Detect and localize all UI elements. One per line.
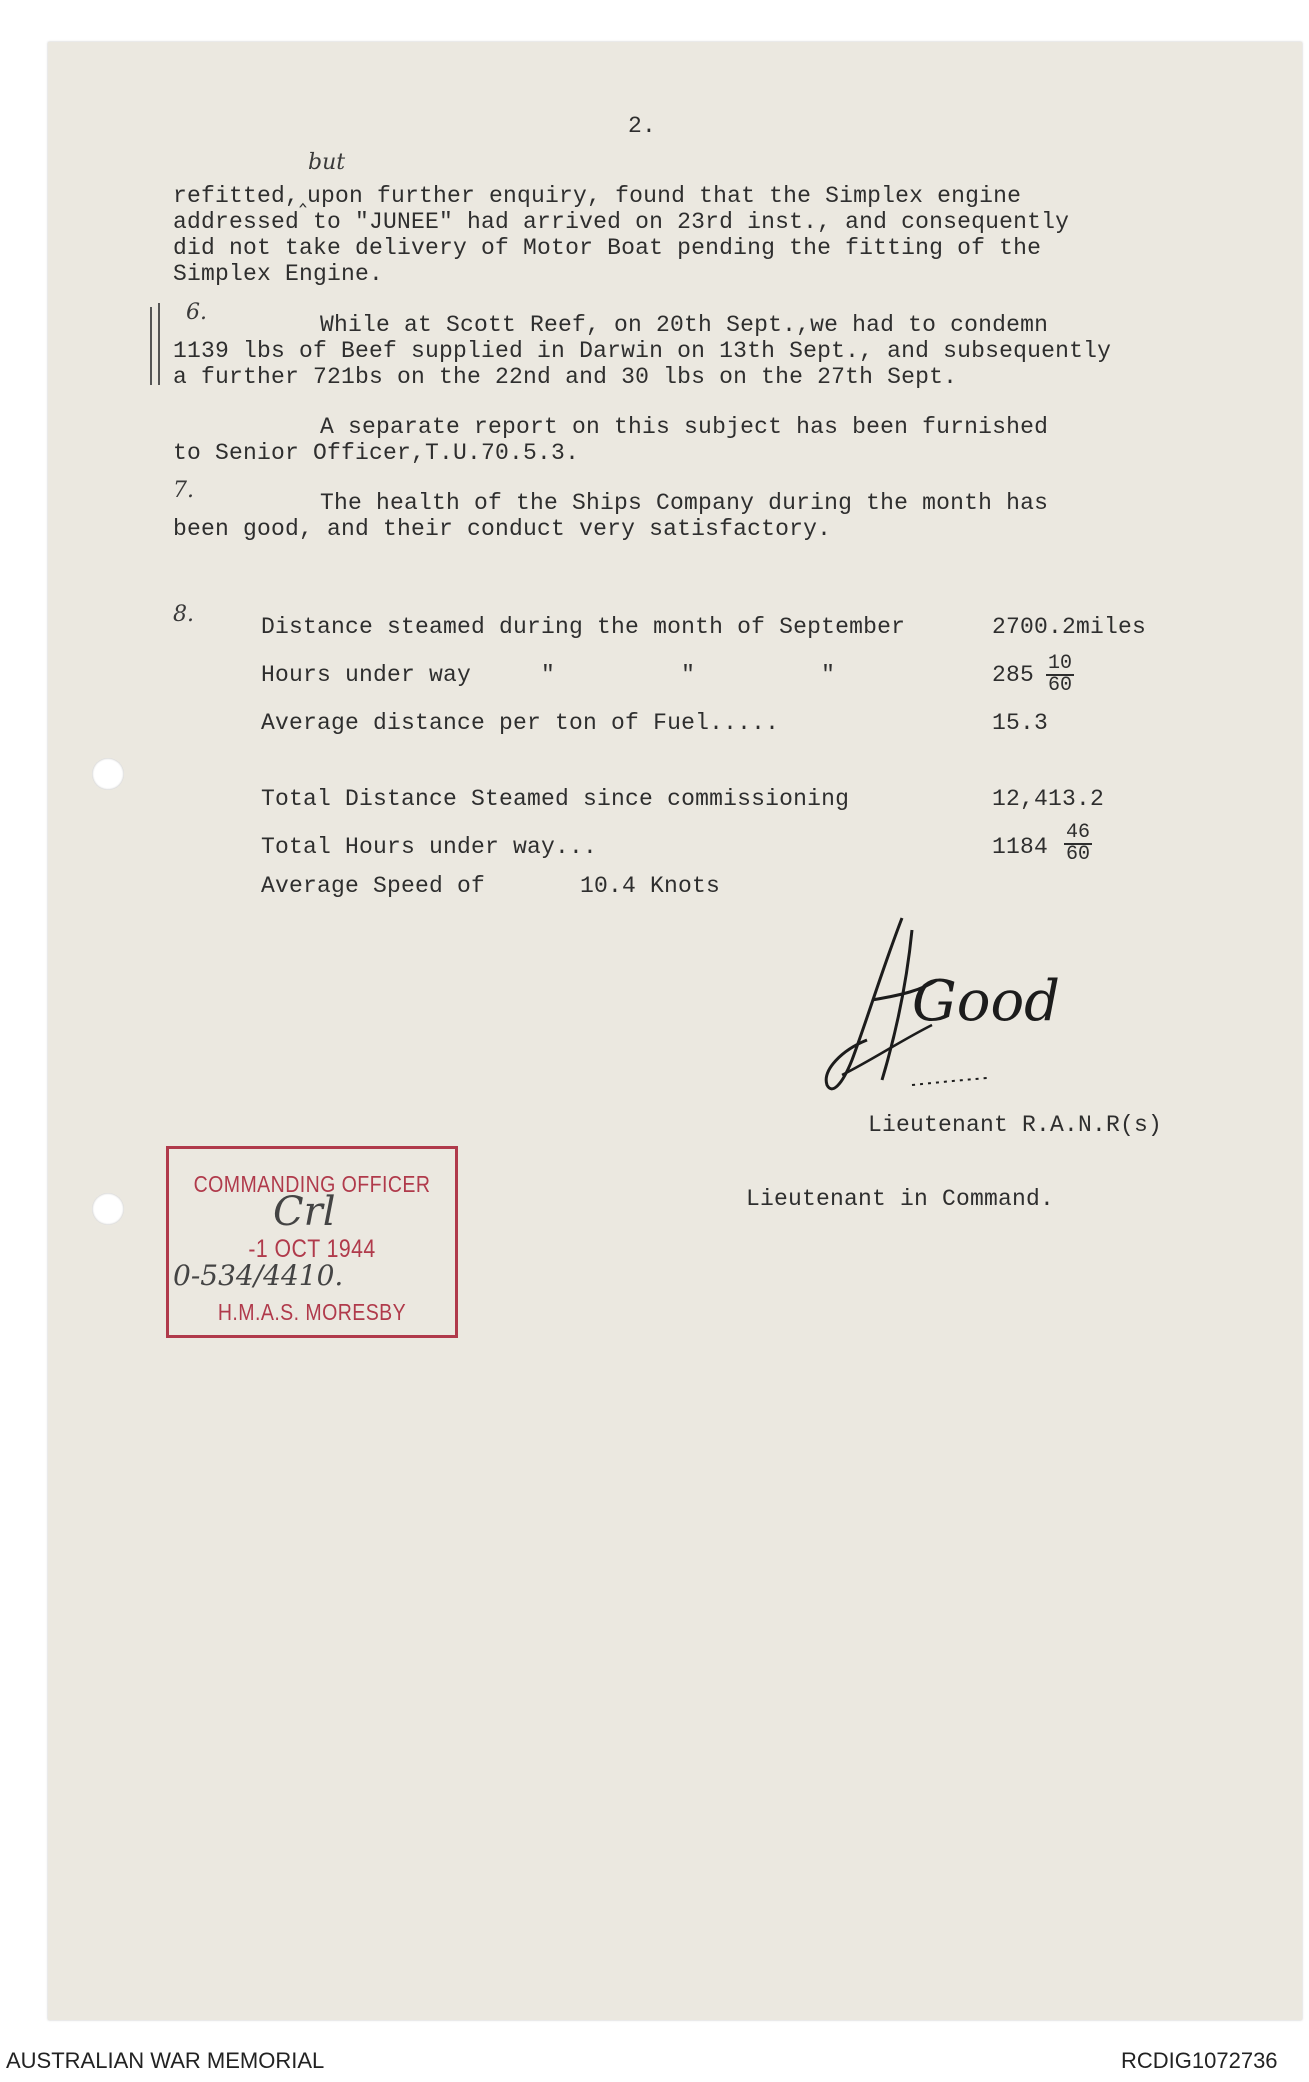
stat-label-speed: Average Speed of	[261, 873, 486, 899]
signer-rank: Lieutenant R.A.N.R(s)	[868, 1112, 1163, 1138]
para5-line2: addressed to "JUNEE" had arrived on 23rd inst., and consequently	[173, 209, 1070, 235]
margin-line-1	[150, 307, 152, 385]
stat-value-distance-month: 2700.2miles	[992, 614, 1147, 640]
stat-label-fuel: Average distance per ton of Fuel.....	[261, 710, 780, 736]
handwritten-insertion: but	[308, 150, 346, 175]
para6-line4: A separate report on this subject has been furnished	[320, 414, 1049, 440]
para6-line5: to Senior Officer,T.U.70.5.3.	[173, 440, 580, 466]
stat-value-speed: 10.4 Knots	[580, 873, 721, 899]
stat-fraction-total-hours	[1064, 823, 1092, 865]
stamp-date: -1 OCT 1944	[248, 1235, 376, 1263]
footer-left: AUSTRALIAN WAR MEMORIAL	[6, 2048, 325, 2073]
stat-label-hours-month: Hours under way " " "	[261, 662, 836, 688]
para6-line1: While at Scott Reef, on 20th Sept.,we had to condemn	[320, 312, 1049, 338]
stat-label-total-distance: Total Distance Steamed since commissioning	[261, 786, 850, 812]
punch-hole-top	[92, 758, 124, 790]
stamp-ship: H.M.A.S. MORESBY	[217, 1299, 407, 1325]
para5-line4: Simplex Engine.	[173, 261, 384, 287]
signer-position: Lieutenant in Command.	[746, 1186, 1055, 1212]
stat-fraction-hours-month	[1046, 654, 1074, 696]
stamp-reference: 0-534/4410.	[173, 1259, 344, 1292]
footer-right: RCDIG1072736	[1121, 2048, 1278, 2073]
para5-line1: refitted,‸upon further enquiry, found that the Simplex engine	[173, 183, 1022, 209]
stamp-title: COMMANDING OFFICER	[193, 1171, 431, 1197]
para6-line2: 1139 lbs of Beef supplied in Darwin on 13th Sept., and subsequently	[173, 338, 1112, 364]
fraction-denominator: 60	[1066, 843, 1091, 866]
signature	[812, 910, 1072, 1110]
signature-text: Good	[912, 969, 1061, 1034]
fraction-numerator: 46	[1066, 821, 1091, 844]
stat-label-distance-month: Distance steamed during the month of September	[261, 614, 906, 640]
punch-hole-bottom	[92, 1193, 124, 1225]
para7-line2: been good, and their conduct very satisfactory.	[173, 516, 832, 542]
stamp-initials: Crl	[273, 1189, 336, 1235]
para8-number: 8.	[173, 602, 194, 627]
para6-number: 6.	[186, 300, 207, 325]
para7-number: 7.	[173, 478, 194, 503]
para6-line3: a further 721bs on the 22nd and 30 lbs on the 27th Sept.	[173, 364, 958, 390]
margin-line-2	[158, 303, 160, 385]
stat-label-total-hours: Total Hours under way...	[261, 834, 598, 860]
fraction-numerator: 10	[1048, 652, 1073, 675]
stat-value-total-hours: 1184	[992, 834, 1049, 860]
stat-value-fuel: 15.3	[992, 710, 1049, 736]
page-number: 2.	[628, 113, 657, 139]
stat-value-total-distance: 12,413.2	[992, 786, 1105, 812]
para5-line3: did not take delivery of Motor Boat pending the fitting of the	[173, 235, 1042, 261]
commanding-officer-stamp	[166, 1146, 458, 1338]
para7-line1: The health of the Ships Company during the month has	[320, 490, 1049, 516]
fraction-denominator: 60	[1048, 674, 1073, 697]
stat-value-hours-month: 285	[992, 662, 1035, 688]
